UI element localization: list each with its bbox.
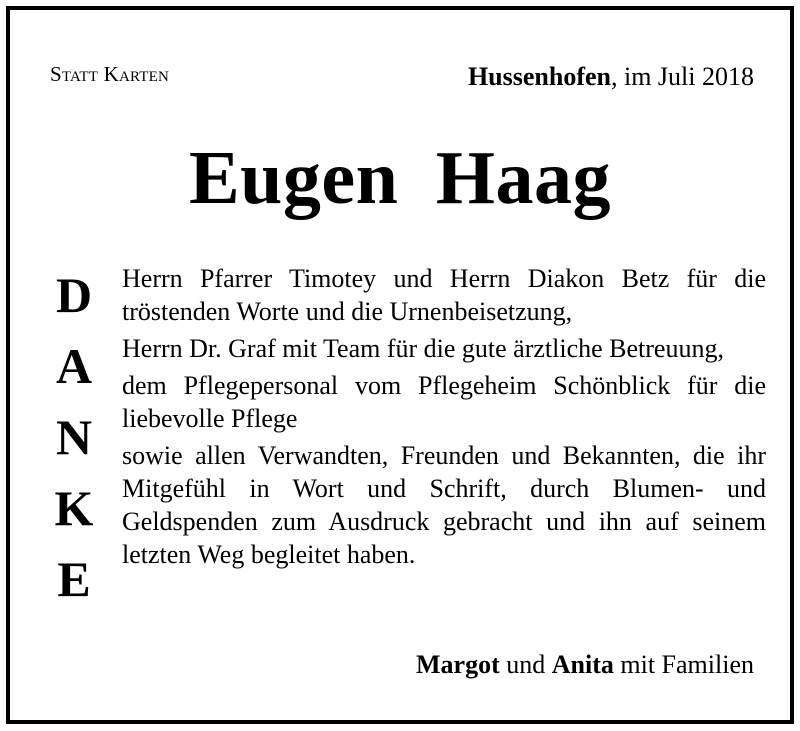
place-name: Hussenhofen	[467, 62, 611, 91]
danke-vertical	[44, 260, 104, 615]
thanks-paragraph: Herrn Pfarrer Timotey und Herrn Diakon Betz für die tröstenden Worte und die Urnenbeisetzung,	[122, 264, 766, 326]
thanks-paragraph: Herrn Dr. Graf mit Team für die gute ärztliche Betreuung,	[122, 334, 724, 363]
deceased-name: Eugen Haag	[188, 136, 612, 220]
signature-name-2: Anita	[551, 650, 614, 679]
statt-karten-label: Statt Karten	[50, 62, 170, 86]
signature-suffix: mit Familien	[613, 650, 754, 679]
place-date	[468, 62, 754, 92]
thanks-text	[122, 262, 766, 575]
notice-frame	[6, 6, 794, 724]
danke-letter: N	[55, 409, 93, 465]
thanks-paragraph: dem Pflegepersonal vom Pflegeheim Schönblick für die liebevolle Pflege	[122, 371, 766, 433]
danke-letter: K	[54, 480, 94, 536]
danke-letter: A	[55, 338, 93, 394]
thanks-paragraph: sowie allen Verwandten, Freunden und Bekannten, die ihr Mitgefühl in Wort und Schrift, durch Blumen- und Geldspenden zum Ausdruck gebracht und ihn auf seinem letzten Weg begleitet haben.	[122, 441, 766, 569]
signature-name-1: Margot	[416, 650, 500, 679]
signature	[416, 650, 754, 680]
danke-letter: E	[57, 551, 91, 607]
signature-connector: und	[499, 650, 552, 679]
danke-letter: D	[55, 267, 93, 323]
date-text: , im Juli 2018	[610, 62, 754, 91]
